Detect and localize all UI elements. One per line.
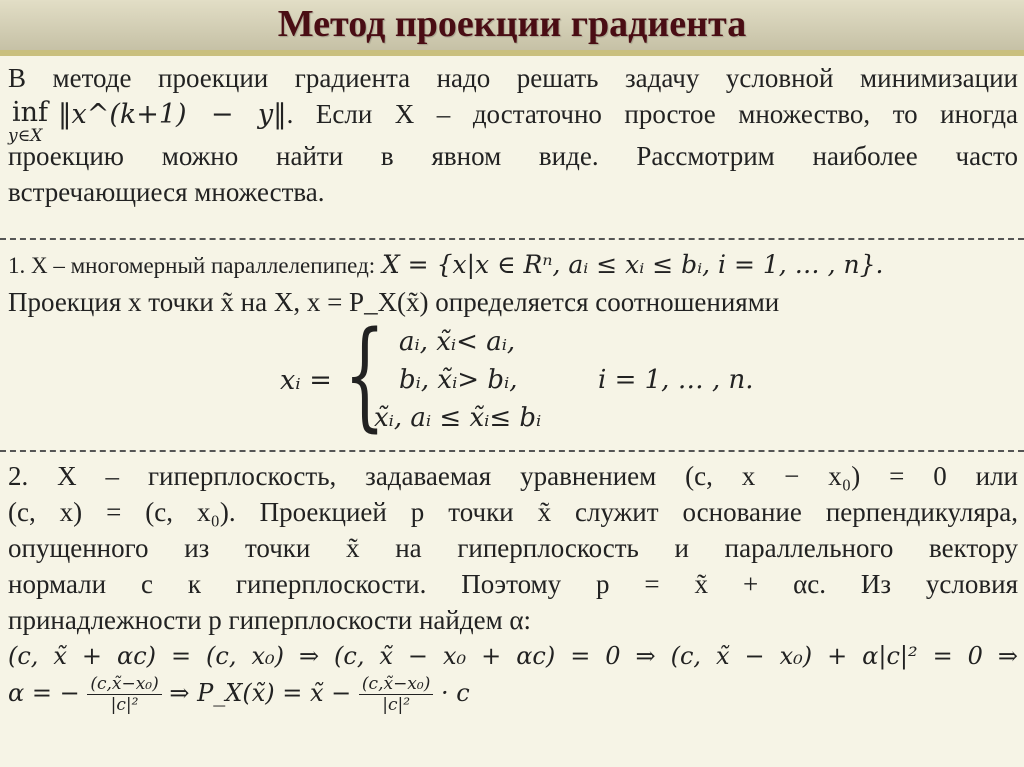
case2-line-2: (c, x) = (c, x₀). Проекцией p точки x̃ служит основание перпендикуляра, bbox=[8, 497, 1018, 527]
intro-line-1: В методе проекции градиента надо решать задачу условной минимизации bbox=[8, 63, 1018, 93]
intro-line-4: встречающиеся множества. bbox=[8, 177, 325, 207]
title-bar bbox=[0, 0, 1024, 50]
projection-fraction: $\frac{\text{(c,x̃−x₀)}}{\text{|c|²}}$ bbox=[359, 674, 433, 715]
case2-section bbox=[8, 458, 1018, 716]
case2-line-1: 2. X – гиперплоскость, задаваемая уравнением (c, x − x₀) = 0 или bbox=[8, 461, 1018, 491]
projection-cases bbox=[274, 305, 774, 443]
case2-line-3: опущенного из точки x̃ на гиперплоскость и параллельного вектору bbox=[8, 533, 1018, 563]
inf-operator: inf y∈X bbox=[8, 97, 49, 146]
case-row-2: bᵢ, x̃ᵢ> bᵢ, bbox=[399, 365, 518, 395]
intro-line-3: проекцию можно найти в явном виде. Рассмотрим наиболее часто bbox=[8, 141, 1018, 171]
left-brace: { bbox=[344, 305, 386, 443]
case-row-3: x̃ᵢ, aᵢ ≤ x̃ᵢ≤ bᵢ bbox=[374, 403, 542, 433]
case2-line-6: (c, x̃ + αc) = (c, x₀) ⇒ (c, x̃ − x₀ + αc) = 0 ⇒ (c, x̃ − x₀) + α|c|² = 0 ⇒ bbox=[8, 642, 1018, 670]
case1-line-1: 1. X – многомерный параллелепипед: X = {x|x ∈ Rⁿ, aᵢ ≤ xᵢ ≤ bᵢ, i = 1, … , n}. bbox=[8, 250, 884, 279]
title-accent-line bbox=[0, 50, 1024, 56]
case2-line-5: принадлежности p гиперплоскости найдем α: bbox=[8, 605, 532, 635]
index-range: i = 1, … , n. bbox=[598, 365, 754, 395]
case-row-1: aᵢ, x̃ᵢ< aᵢ, bbox=[399, 327, 516, 357]
intro-section bbox=[8, 60, 1018, 210]
intro-line-2 bbox=[8, 96, 1018, 146]
slide-title: Метод проекции градиента bbox=[277, 3, 747, 45]
case1-section bbox=[8, 246, 1018, 320]
case2-line-7: α = − $\frac{\text{(c,x̃−x₀)}}{\text{|c|²}}$ ⇒ P_X(x̃) = x̃ − $\frac{\text{(c,x̃−x₀)}}{\text{|c|²}}$ · c bbox=[8, 674, 470, 715]
norm-expression: ‖x^(k+1) − y‖ bbox=[58, 99, 287, 130]
cases-lhs: xᵢ = bbox=[280, 365, 332, 396]
intro-line-2-rest: . Если X – достаточно простое множество, то иногда bbox=[286, 99, 1018, 129]
separator-2 bbox=[0, 450, 1024, 452]
case2-line-4: нормали c к гиперплоскости. Поэтому p = x̃ + αc. Из условия bbox=[8, 569, 1018, 599]
case1-line-2: Проекция x точки x̃ на X, x = P_X(x̃) определяется соотношениями bbox=[8, 287, 780, 317]
separator-1 bbox=[0, 238, 1024, 240]
alpha-fraction: $\frac{\text{(c,x̃−x₀)}}{\text{|c|²}}$ bbox=[87, 674, 161, 715]
